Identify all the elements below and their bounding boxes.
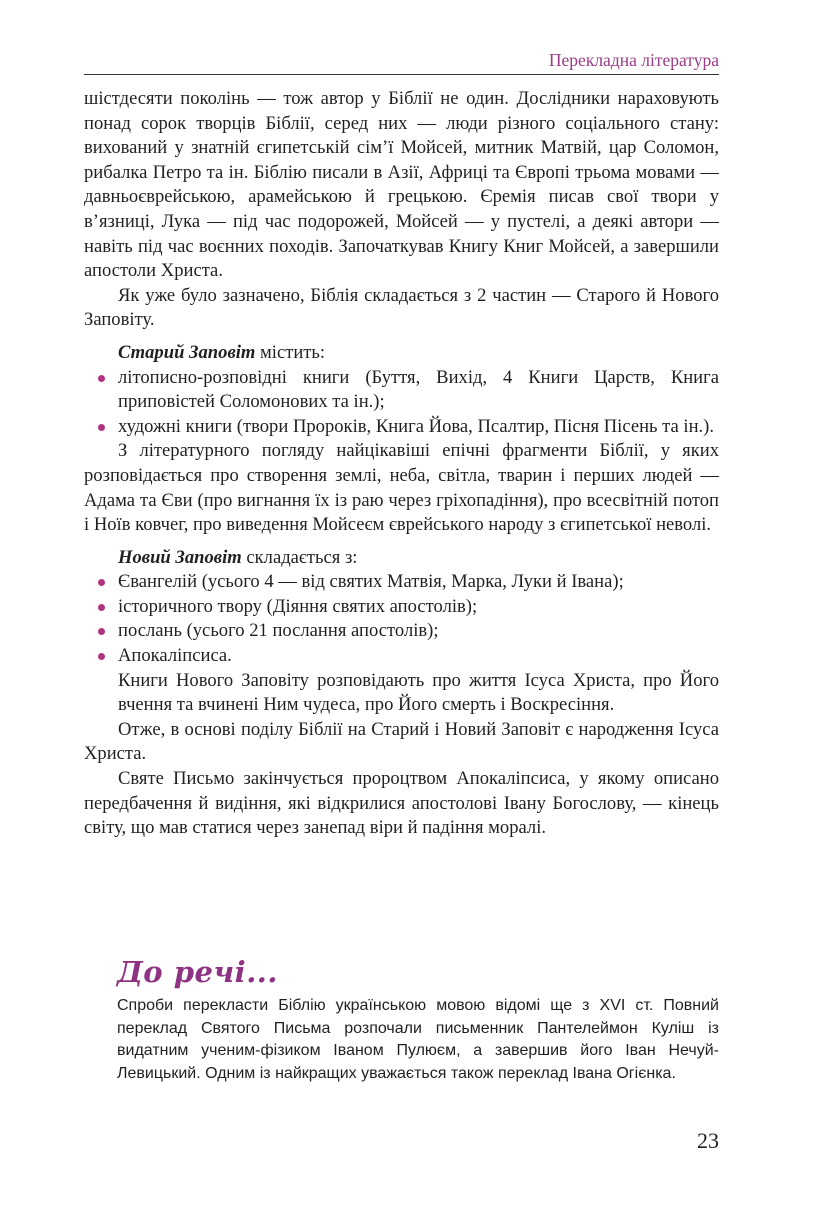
- list-item: послань (усього 21 послання апостолів);: [84, 619, 719, 644]
- list-item: літописно-розповідні книги (Буття, Вихід, 4 Книги Царств, Книга приповістей Соломонових та ін.);: [84, 366, 719, 415]
- running-header-title: Перекладна література: [548, 50, 719, 70]
- old-testament-term: Старий Заповіт: [118, 341, 256, 363]
- new-testament-heading: [84, 546, 719, 571]
- paragraph-division-basis: Отже, в основі поділу Біблії на Старий і Новий Заповіт є народження Ісуса Христа.: [84, 718, 719, 765]
- by-the-way-title: До речі...: [117, 955, 278, 989]
- paragraph-apocalypse: Святе Письмо закінчується пророцтвом Апокаліпсиса, у якому описано передбачення й видіння, які відкрилися апостолові Івану Богослову, — кінець світу, що мав статися через занепад віри й падіння моралі.: [84, 768, 719, 839]
- new-testament-heading-rest: складається з:: [241, 546, 358, 568]
- main-text: [84, 87, 719, 841]
- new-testament-term: Новий Заповіт: [118, 546, 242, 568]
- list-item: художні книги (твори Пророків, Книга Йова, Псалтир, Пісня Пісень та ін.).: [84, 415, 719, 440]
- page-number: 23: [697, 1128, 719, 1153]
- by-the-way-note: Спроби перекласти Біблію українською мовою відомі ще з XVI ст. Повний переклад Святого Письма розпочали письменник Пантелеймон Куліш із видатним ученим-фізиком Іваном Пулюєм, а завершив його Іван Нечуй-Левицький. Одним із найкращих уважається також переклад Івана Огієнка.: [117, 997, 719, 1082]
- paragraph-epic-fragments: З літературного погляду найцікавіші епічні фрагменти Біблії, у яких розповідається про створення землі, неба, світла, тварин і перших людей — Адама та Єви (про вигнання їх із раю через гріхопадіння), про всесвітній потоп і Ноїв ковчег, про виведення Мойсеєм єврейського народу з єгипетської неволі.: [84, 440, 719, 536]
- paragraph-new-testament-content: Книги Нового Заповіту розповідають про життя Ісуса Христа, про Його вчення та вчинені Ним чудеса, про Його смерть і Воскресіння.: [118, 669, 719, 716]
- list-item: Євангелій (усього 4 — від святих Матвія, Марка, Луки й Івана);: [84, 570, 719, 595]
- running-header: [84, 49, 719, 75]
- paragraph-bible-parts: Як уже було зазначено, Біблія складається з 2 частин — Старого й Нового Заповіту.: [84, 284, 719, 331]
- list-item: історичного твору (Діяння святих апостолів);: [84, 595, 719, 620]
- old-testament-heading-rest: містить:: [255, 341, 326, 363]
- new-testament-list: [84, 570, 719, 668]
- old-testament-list: [84, 366, 719, 440]
- list-item: Апокаліпсиса.: [84, 644, 719, 669]
- old-testament-heading: [84, 341, 719, 366]
- paragraph-continuation: шістдесяти поколінь — тож автор у Біблії не один. Дослідники нараховують понад сорок творців Біблії, серед них — люди різного соціального стану: вихований у знатній єгипетській сім’ї Мойсей, митник Матвій, цар Соломон, рибалка Петро та ін. Біблію писали в Азії, Африці та Європі трьома мовами — давньоєврейською, арамейською й грецькою. Єремія писав свої твори у в’язниці, Лука — під час подорожей, Мойсей — у пустелі, а деякі автори — навіть під час воєнних походів. Започаткував Книгу Книг Мойсей, а завершили апостоли Христа.: [84, 88, 719, 282]
